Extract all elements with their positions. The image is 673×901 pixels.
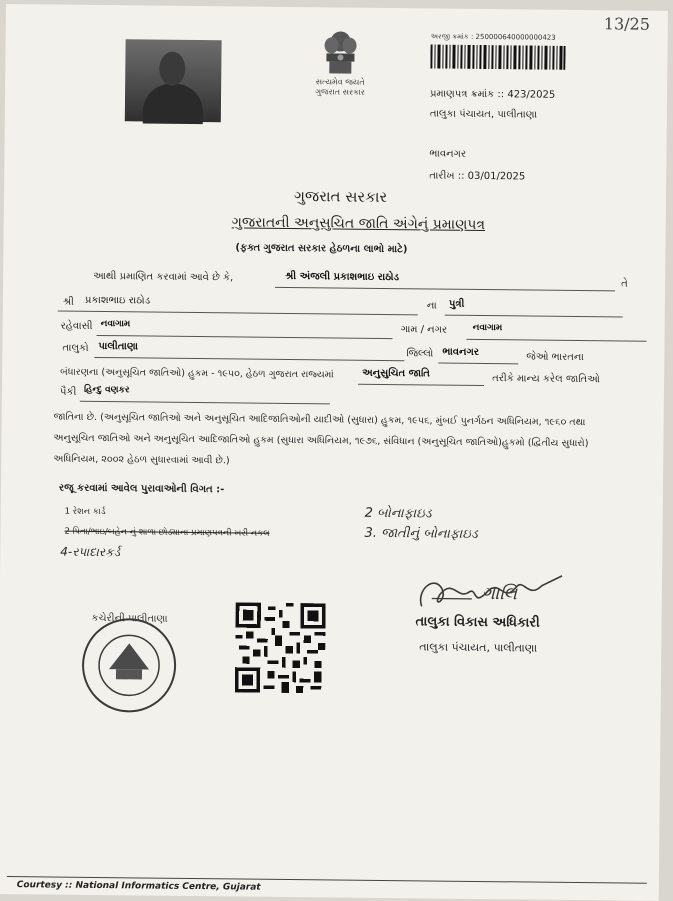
- india-label: જેઓ ભારતના: [526, 351, 584, 364]
- applicant-photo: [125, 39, 222, 122]
- taluka-label: તાલુકો: [62, 342, 89, 354]
- signature-scribble: ગાલિ: [481, 583, 518, 605]
- barcode: [430, 44, 565, 69]
- evidence-item: 1 રેશન કાર્ડ: [64, 506, 106, 518]
- footer-courtesy: Courtesy :: National Informatics Centre, Gujarat: [16, 880, 261, 893]
- officer-designation: તાલુકા વિકાસ અધિકારી: [415, 614, 540, 631]
- applicant-name: શ્રી અંજલી પ્રકાશભાઇ રાઠોડ: [285, 270, 400, 284]
- district-label: જિલ્લો: [406, 348, 434, 360]
- evidence-item-handwritten: 2 બોનાફાઇડ: [364, 505, 432, 522]
- category-value: અનુસુચિત જાતિ: [362, 367, 430, 380]
- official-round-stamp: [74, 609, 185, 718]
- evidence-item-struck: 2 પિતા/ભાઇ/બહેન નું શાળા છોડ્યાના પ્રમાણપત્રની ખરી નકલ: [64, 526, 270, 539]
- corner-handwritten-number: 13/25: [603, 14, 651, 34]
- certificate-page: [0, 4, 668, 901]
- lion-capital-icon: [320, 27, 361, 77]
- application-number-label: અરજી ક્રમાંક :: [430, 32, 474, 41]
- resident-value: નવાગામ: [100, 319, 131, 330]
- certificate-number: પ્રમાણપત્ર ક્રમાંક :: 423/2025: [430, 88, 556, 101]
- qr-code: [235, 602, 326, 693]
- issue-date: તારીખ :: 03/01/2025: [429, 170, 526, 183]
- caste-value: હિન્દુ વણકર: [83, 384, 130, 396]
- issuing-district: ભાવનગર: [429, 148, 467, 160]
- na-label: ના: [426, 300, 437, 312]
- emblem-government: ગુજરાત સરકાર: [315, 87, 366, 97]
- evidence-item-handwritten: 4-રપાદારકર્ડ: [60, 544, 121, 560]
- state-emblem: [310, 27, 371, 104]
- issuing-office: તાલુકા પંચાયત, પાલીતાણા: [429, 108, 537, 121]
- village-value: નવાગામ: [472, 322, 503, 334]
- father-name: પ્રકાશભાઇ રાઠોડ: [84, 294, 151, 307]
- officer-signature: [412, 568, 583, 620]
- application-number-value: 250000640000000423: [475, 32, 556, 42]
- legal-paragraph: જાતિના છે. (અનુસૂચિત જાતિઓ અને અનુસૂચિત આદિજાતિઓની યાદીઓ (સુધારા) હુકમ, ૧૯૫૬, મુંબઈ પુનર્ગઠન અધિનિયમ, ૧૯૬૦ તથા અનુસૂચિત જાતિઓ અને અનુસૂચિત આદિજાતિઓ હુકમ (સુધારા અધિનિયમ, ૧૯૭૬, સંવિધાન (અનુસૂચિત જાતિઓ)હુકમો (દ્વિતીય સુધારો) અધિનિયમ, ૨૦૦૨ હેઠળ સુધારવામાં આવી છે.): [53, 411, 589, 467]
- government-heading: ગુજરાત સરકાર: [293, 187, 388, 207]
- te-label: તે: [621, 278, 628, 290]
- relation: પુત્રી: [448, 298, 465, 310]
- shri-label: શ્રી: [62, 296, 74, 308]
- village-label: ગામ / નગર: [400, 324, 448, 336]
- evidence-item-handwritten: 3. જાતીનું બોનાફાઇડ: [364, 525, 478, 542]
- caste-prefix: પૈકી: [59, 386, 77, 398]
- certify-label: આથી પ્રમાણિત કરવામાં આવે છે કે,: [93, 270, 234, 284]
- constitution-text: બંધારણના (અનુસૂચિત જાતિઓ) હુકમ - ૧૯૫૦, હેઠળ ગુજરાત રાજ્યમાં: [60, 366, 334, 381]
- taluka-value: પાલીતાણા: [98, 340, 139, 353]
- application-number: [431, 32, 556, 42]
- certificate-subtitle: (ફક્ત ગુજરાત સરકાર હેઠળના લાભો માટે): [235, 242, 408, 256]
- resident-label: રહેવાસી: [60, 320, 93, 332]
- recognized-text: તરીકે માન્ય કરેલ જાતિઓ: [492, 373, 600, 386]
- stamp-text: કચેરીની પાલીતાણા: [91, 612, 168, 625]
- evidence-heading: રજૂ કરવામાં આવેલ પુરાવાઓની વિગત :-: [58, 482, 225, 496]
- emblem-motto: સત્યમેવ જયતે: [315, 77, 365, 87]
- district-value: ભાવનગર: [442, 346, 480, 358]
- officer-office: તાલુકા પંચાયત, પાલીતાણા: [419, 640, 538, 655]
- certificate-title: ગુજરાતની અનુસુચિત જાતિ અંગેનું પ્રમાણપત્ર: [231, 214, 486, 234]
